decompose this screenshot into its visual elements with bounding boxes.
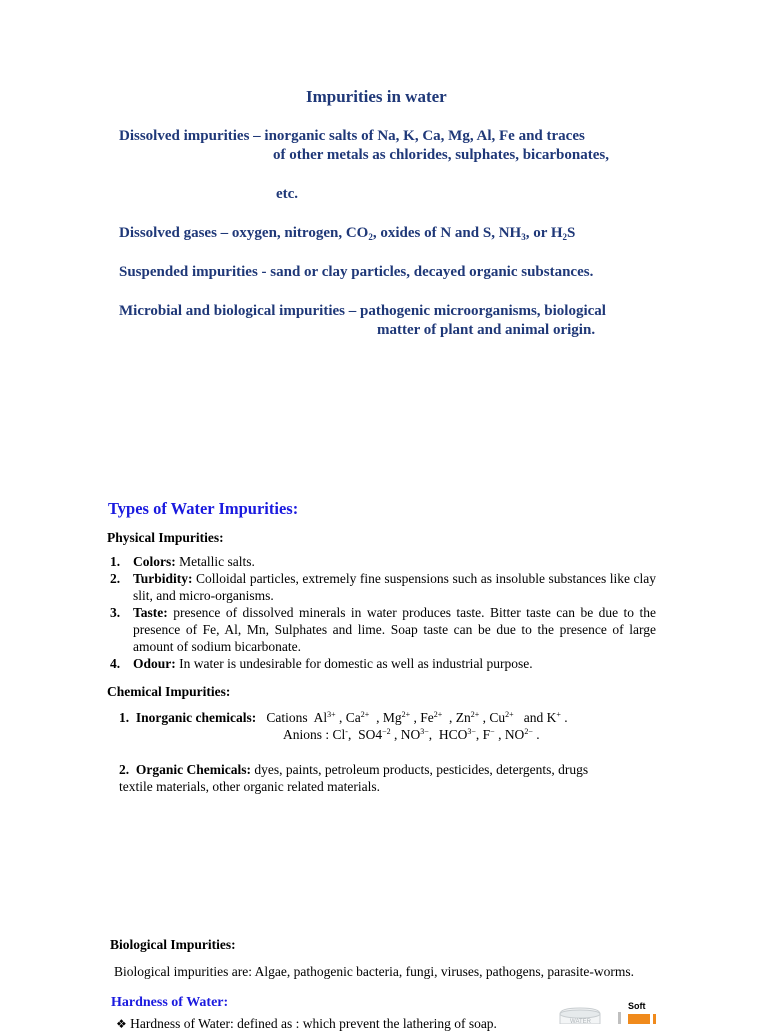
- ion-separator: .: [532, 727, 540, 742]
- ion-symbol: F: [482, 727, 491, 742]
- hardness-text: Hardness of Water: defined as : which prevent the lathering of soap.: [130, 1016, 497, 1031]
- ion-separator: and: [513, 710, 547, 725]
- list-text: Colloidal particles, extremely fine suspensions such as insoluble substances like clay slit, and micro-organisms.: [133, 571, 656, 603]
- list-term: Taste:: [133, 605, 168, 620]
- microbial-impurities-line1: Microbial and biological impurities – pathogenic microorganisms, biological: [119, 303, 606, 319]
- anions-label: Anions :: [283, 727, 333, 742]
- ion-charge: 2+: [470, 710, 480, 719]
- ion-separator: ,: [390, 727, 401, 742]
- ion-symbol: Fe: [420, 710, 434, 725]
- list-term: Turbidity:: [133, 571, 193, 586]
- ion-separator: ,: [475, 727, 483, 742]
- ion-charge: 3−: [420, 727, 429, 736]
- subscript: 2: [368, 232, 373, 242]
- ion-charge: 3−: [467, 727, 476, 736]
- subscript: 3: [521, 232, 526, 242]
- beaker-icon: [558, 1000, 668, 1024]
- microbial-impurities-line2: matter of plant and animal origin.: [377, 322, 596, 338]
- ion-charge: 3+: [327, 710, 336, 719]
- soft-label: Soft: [628, 1001, 646, 1011]
- list-item: [110, 570, 656, 604]
- ion-separator: .: [560, 710, 568, 725]
- list-item: [110, 655, 656, 672]
- types-heading: Types of Water Impurities:: [108, 499, 299, 518]
- inorganic-anions-line: [283, 726, 540, 743]
- list-term: Colors:: [133, 554, 176, 569]
- ion-separator: ,: [369, 710, 383, 725]
- inorganic-cations-line: [119, 709, 568, 726]
- organic-chemicals-line2: textile materials, other organic related materials.: [119, 779, 381, 794]
- list-term: Inorganic chemicals:: [135, 710, 257, 725]
- ion-symbol: Cl: [332, 727, 346, 742]
- list-number: 2.: [110, 571, 121, 586]
- ion-symbol: NO: [504, 727, 525, 742]
- ion-separator: ,: [428, 727, 439, 742]
- ion-charge: -: [345, 727, 348, 736]
- ion-separator: ,: [442, 710, 456, 725]
- list-text: Metallic salts.: [175, 554, 255, 569]
- ion-charge: 2+: [505, 710, 514, 719]
- page-title: Impurities in water: [306, 87, 447, 106]
- ion-symbol: Zn: [455, 710, 471, 725]
- biological-heading: Biological Impurities:: [110, 937, 236, 952]
- list-term: Odour:: [133, 656, 176, 671]
- ion-symbol: Mg: [382, 710, 402, 725]
- list-number: 1.: [110, 554, 121, 569]
- list-number: 1.: [119, 710, 130, 725]
- list-item: [110, 604, 656, 655]
- dissolved-gases: [119, 225, 575, 242]
- cations-label: Cations: [266, 710, 308, 725]
- chemical-heading: Chemical Impurities:: [107, 684, 231, 699]
- list-item: [110, 553, 656, 570]
- ion-symbol: Ca: [345, 710, 361, 725]
- dissolved-impurities-line1: Dissolved impurities – inorganic salts of Na, K, Ca, Mg, Al, Fe and traces: [119, 128, 585, 144]
- ion-separator: ,: [410, 710, 421, 725]
- ion-charge: 2−: [524, 727, 533, 736]
- suspended-impurities: Suspended impurities - sand or clay particles, decayed organic substances.: [119, 264, 594, 280]
- dissolved-gases-text: S: [567, 225, 576, 241]
- list-term: Organic Chemicals:: [135, 762, 251, 777]
- dissolved-impurities-line3: etc.: [276, 186, 299, 202]
- list-text: presence of dissolved minerals in water produces taste. Bitter taste can be due to the presence of Fe, Al, Mn, Sulphates and lime. Soap taste can be due to the presence of large amount of sodium bicarbonate.: [133, 605, 656, 654]
- ion-symbol: K: [546, 710, 557, 725]
- ion-symbol: NO: [400, 727, 421, 742]
- ion-charge: −2: [382, 727, 391, 736]
- physical-list: [110, 553, 656, 672]
- subscript: 2: [562, 232, 567, 242]
- dissolved-gases-text: Dissolved gases – oxygen, nitrogen, CO: [119, 225, 369, 241]
- list-number: 4.: [110, 656, 121, 671]
- organic-text: dyes, paints, petroleum products, pesticides, detergents, drugs: [250, 762, 589, 777]
- ion-symbol: Al: [313, 710, 328, 725]
- ion-charge: 2+: [433, 710, 443, 719]
- ion-symbol: HCO: [438, 727, 468, 742]
- ion-separator: ,: [494, 727, 505, 742]
- organic-chemicals-line1: [119, 761, 588, 778]
- dissolved-gases-text: , or H: [525, 225, 563, 241]
- hardness-heading: Hardness of Water:: [111, 995, 229, 1010]
- cations-list: [314, 710, 568, 725]
- ion-separator: ,: [479, 710, 490, 725]
- hardness-bullet-line: [116, 1015, 497, 1033]
- physical-heading: Physical Impurities:: [107, 530, 224, 545]
- dissolved-impurities-line2: of other metals as chlorides, sulphates, bicarbonates,: [273, 147, 609, 163]
- dissolved-gases-text: , oxides of N and S, NH: [372, 225, 522, 241]
- ion-separator: ,: [335, 710, 346, 725]
- ion-charge: 2+: [360, 710, 370, 719]
- bullet-icon: ❖: [116, 1017, 127, 1031]
- biological-text: Biological impurities are: Algae, pathogenic bacteria, fungi, viruses, pathogens, parasite-worms.: [114, 964, 634, 979]
- list-number: 2.: [119, 762, 130, 777]
- ion-charge: −: [490, 727, 495, 736]
- anions-list: [333, 727, 540, 742]
- ion-charge: +: [556, 710, 561, 719]
- ion-charge: 2+: [401, 710, 411, 719]
- list-number: 3.: [110, 605, 121, 620]
- ion-symbol: Cu: [489, 710, 506, 725]
- beaker-label: WATER: [570, 1019, 591, 1024]
- list-text: In water is undesirable for domestic as well as industrial purpose.: [175, 656, 533, 671]
- soft-water-figure: [558, 1000, 668, 1024]
- ion-separator: ,: [347, 727, 359, 742]
- ion-symbol: SO4: [358, 727, 383, 742]
